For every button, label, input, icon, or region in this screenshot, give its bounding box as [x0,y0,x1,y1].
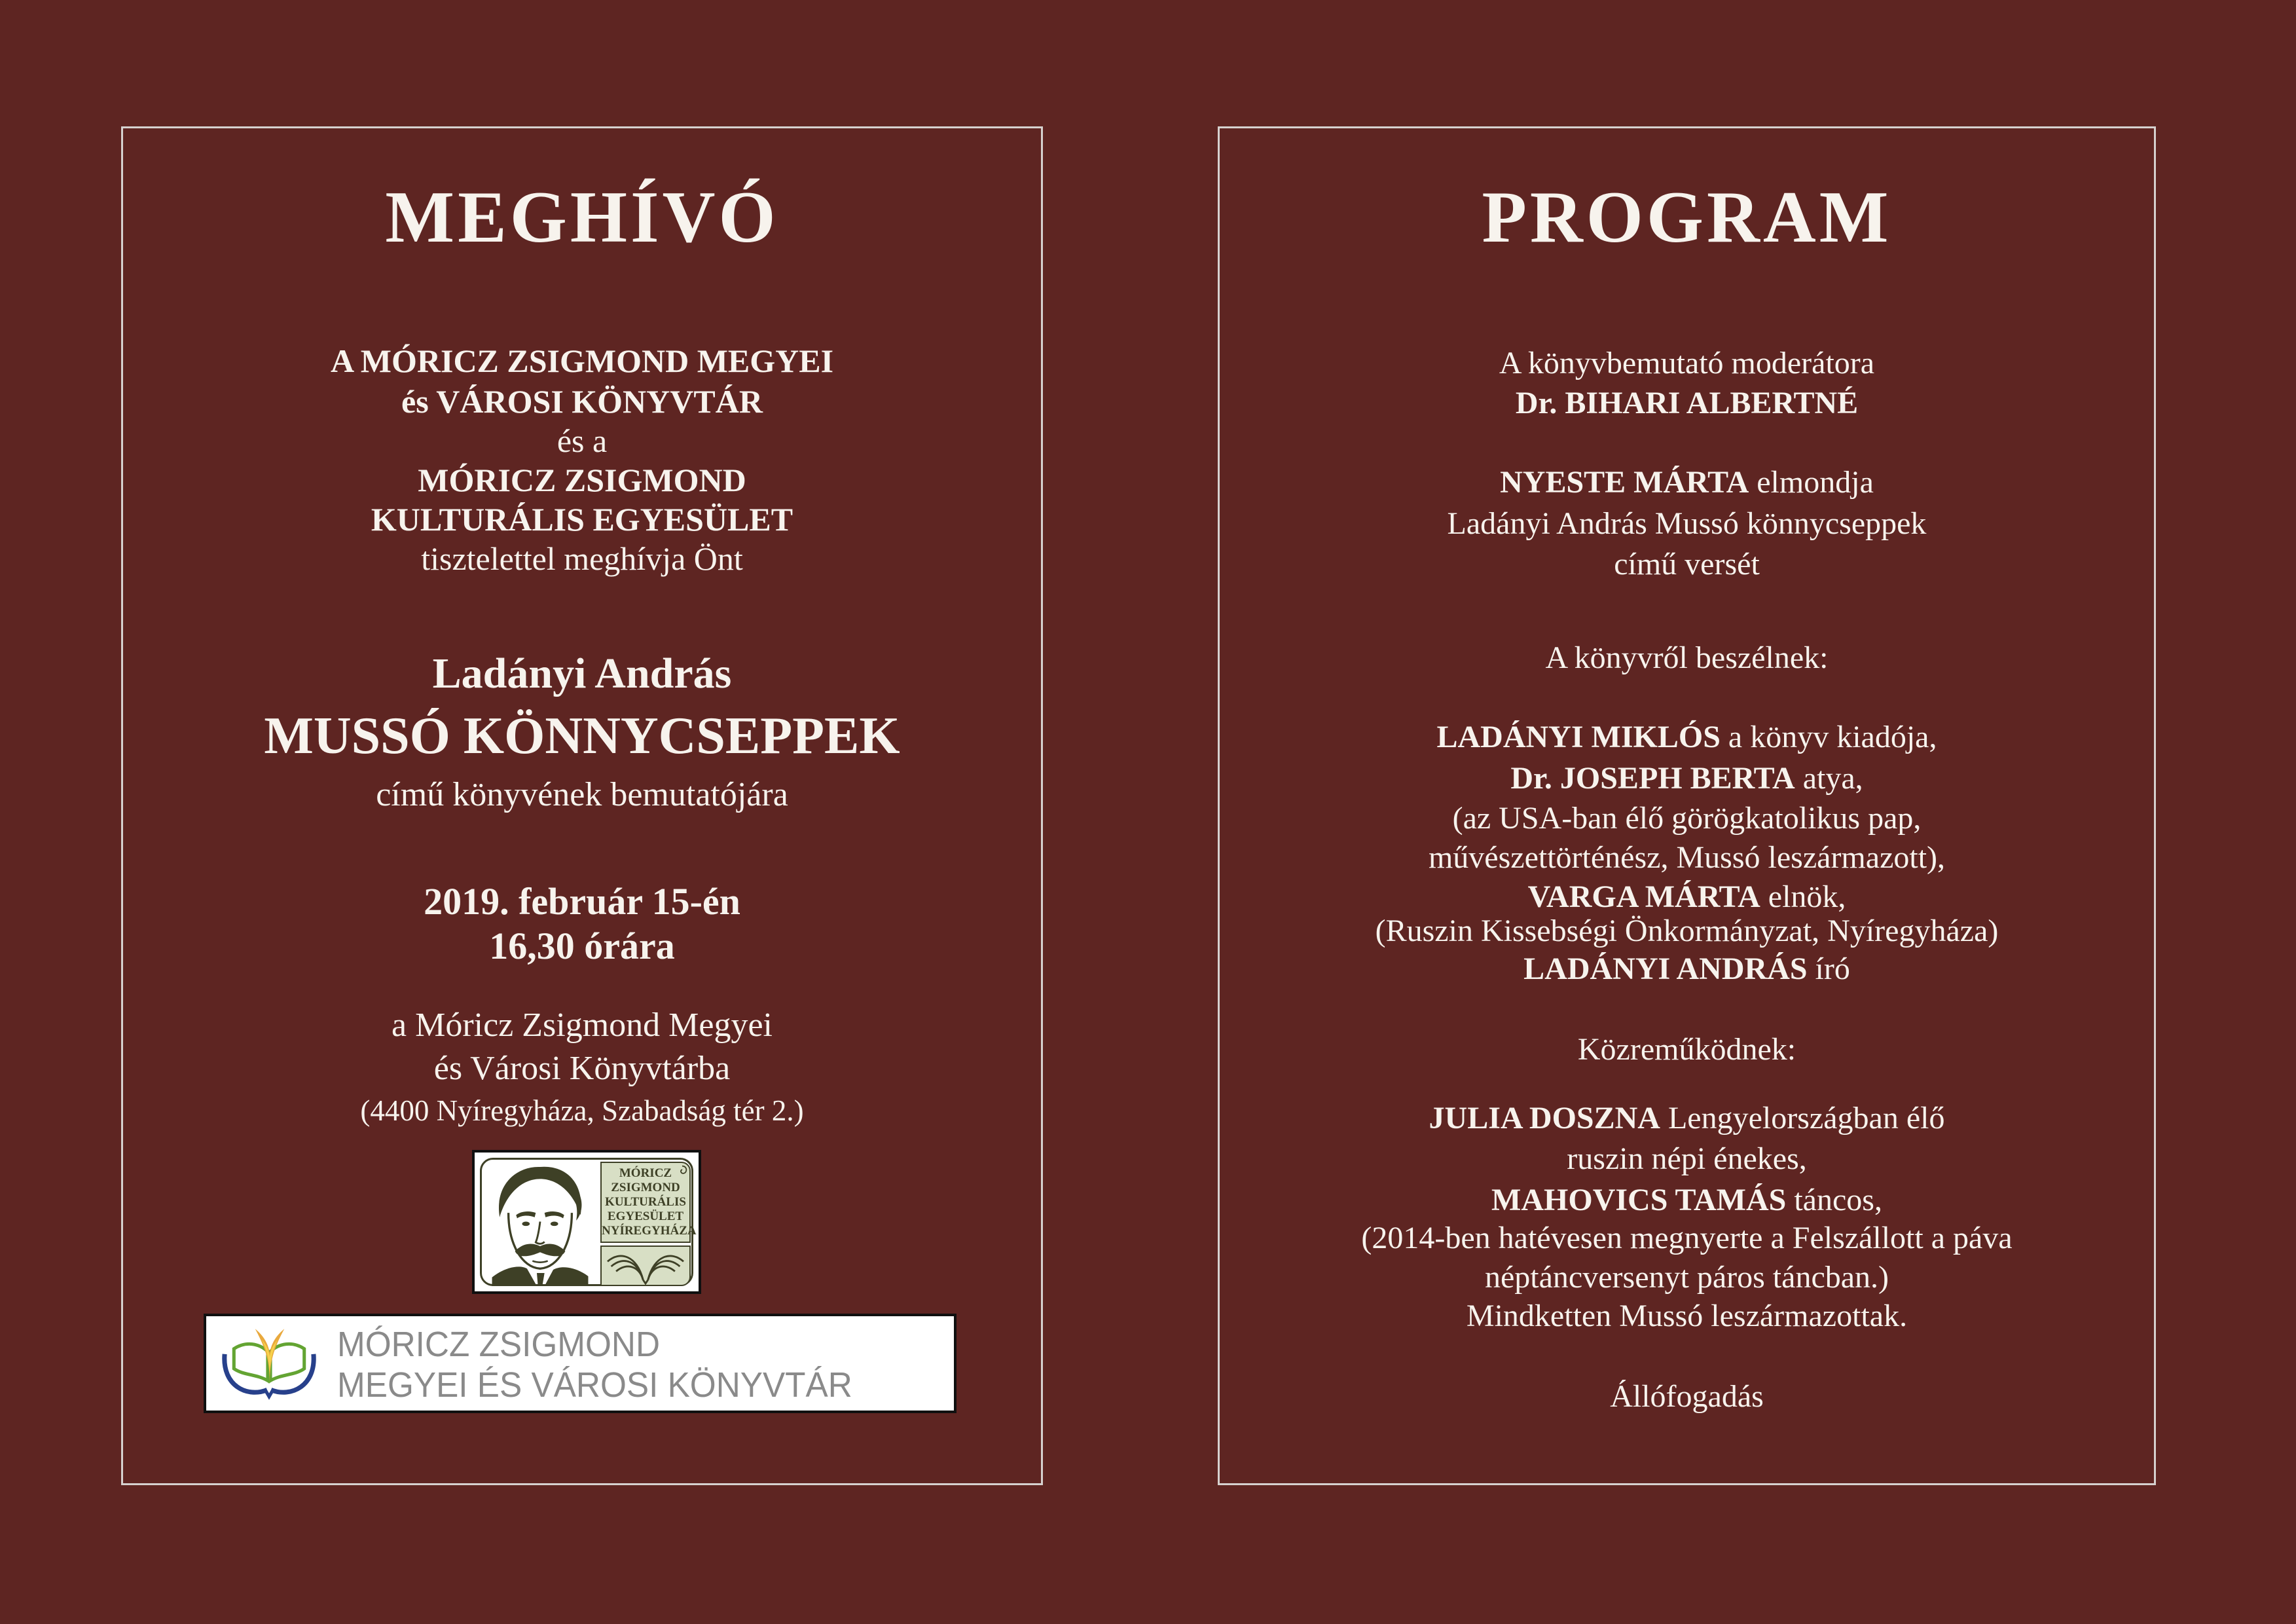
recital-line: Ladányi András Mussó könnycseppek [1447,506,1927,541]
egyesulet-logo [472,1150,701,1294]
egyesulet-text-line: EGYESÜLET [607,1209,684,1223]
book-subtitle: című könyvének bemutatójára [376,776,788,813]
venue-line: és Városi Könyvtárba [433,1050,731,1087]
intro-line: tisztelettel meghívja Önt [421,540,743,577]
contributor-line: néptáncversenyt páros táncban.) [1484,1260,1889,1295]
intro-line: MÓRICZ ZSIGMOND [418,462,746,498]
moderator-intro: A könyvbemutató moderátora [1499,346,1875,380]
speaker-line: LADÁNYI ANDRÁS író [1523,951,1850,986]
speaker-name: LADÁNYI MIKLÓS [1436,720,1721,754]
contributor-line: ruszin népi énekes, [1567,1141,1807,1176]
program-title: PROGRAM [1482,177,1892,258]
contributor-name: MAHOVICS TAMÁS [1491,1183,1787,1217]
open-book-icon [219,1320,319,1407]
invitation-panel [121,126,1043,1485]
intro-line: KULTURÁLIS EGYESÜLET [371,501,793,538]
intro-line: és VÁROSI KÖNYVTÁR [401,383,763,420]
speaker-name: Dr. JOSEPH BERTA [1510,761,1795,796]
spiral-icon [676,1164,688,1176]
speakers-heading: A könyvről beszélnek: [1545,640,1829,675]
invitation-title: MEGHÍVÓ [385,177,779,258]
recital-line: NYESTE MÁRTA elmondja [1500,465,1874,500]
library-text-line: MEGYEI ÉS VÁROSI KÖNYVTÁR [337,1365,852,1405]
moricz-portrait-icon [484,1160,596,1286]
speaker-line: VARGA MÁRTA elnök, [1527,879,1846,914]
book-arcs-icon [602,1247,689,1285]
contributor-name: JULIA DOSZNA [1429,1101,1660,1135]
egyesulet-text-line: NYÍREGYHÁZA [602,1224,697,1238]
contributor-line: (2014-ben hatévesen megnyerte a Felszállott a páva [1361,1221,2013,1255]
contributor-line: JULIA DOSZNA Lengyelországban élő [1429,1101,1945,1135]
library-logo [204,1314,957,1413]
speaker-line: LADÁNYI MIKLÓS a könyv kiadója, [1436,720,1937,754]
speaker-line: Dr. JOSEPH BERTA atya, [1510,761,1863,796]
recital-line: című versét [1614,547,1760,581]
egyesulet-text-line: MÓRICZ [619,1166,672,1180]
contributor-line: MAHOVICS TAMÁS táncos, [1491,1183,1882,1217]
event-time: 16,30 órára [489,925,675,967]
egyesulet-text-line: KULTURÁLIS [605,1195,686,1209]
speaker-line: művészettörténész, Mussó leszármazott), [1428,840,1946,875]
egyesulet-logo-book [600,1246,691,1286]
moderator-name: Dr. BIHARI ALBERTNÉ [1515,386,1859,420]
contributors-heading: Közreműködnek: [1577,1032,1796,1067]
contributor-line: Mindketten Mussó leszármazottak. [1466,1299,1908,1333]
program-panel [1218,126,2156,1485]
author-name: Ladányi András [432,650,732,697]
intro-line: A MÓRICZ ZSIGMOND MEGYEI [330,342,834,379]
speaker-name: VARGA MÁRTA [1527,879,1760,914]
closing-line: Állófogadás [1610,1379,1764,1414]
library-logo-text [337,1324,852,1405]
recital-performer: NYESTE MÁRTA [1500,465,1749,500]
speaker-name: LADÁNYI ANDRÁS [1523,951,1808,986]
book-title: MUSSÓ KÖNNYCSEPPEK [264,707,900,765]
venue-line: a Móricz Zsigmond Megyei [392,1006,773,1044]
egyesulet-logo-text [600,1162,697,1243]
library-text-line: MÓRICZ ZSIGMOND [337,1325,661,1364]
speaker-line: (az USA-ban élő görögkatolikus pap, [1452,801,1922,836]
venue-address: (4400 Nyíregyháza, Szabadság tér 2.) [360,1094,804,1127]
event-date: 2019. február 15-én [424,880,740,923]
speaker-line: (Ruszin Kissebségi Önkormányzat, Nyíregyháza) [1375,913,1999,948]
intro-line: és a [556,422,608,459]
egyesulet-text-line: ZSIGMOND [611,1181,680,1194]
